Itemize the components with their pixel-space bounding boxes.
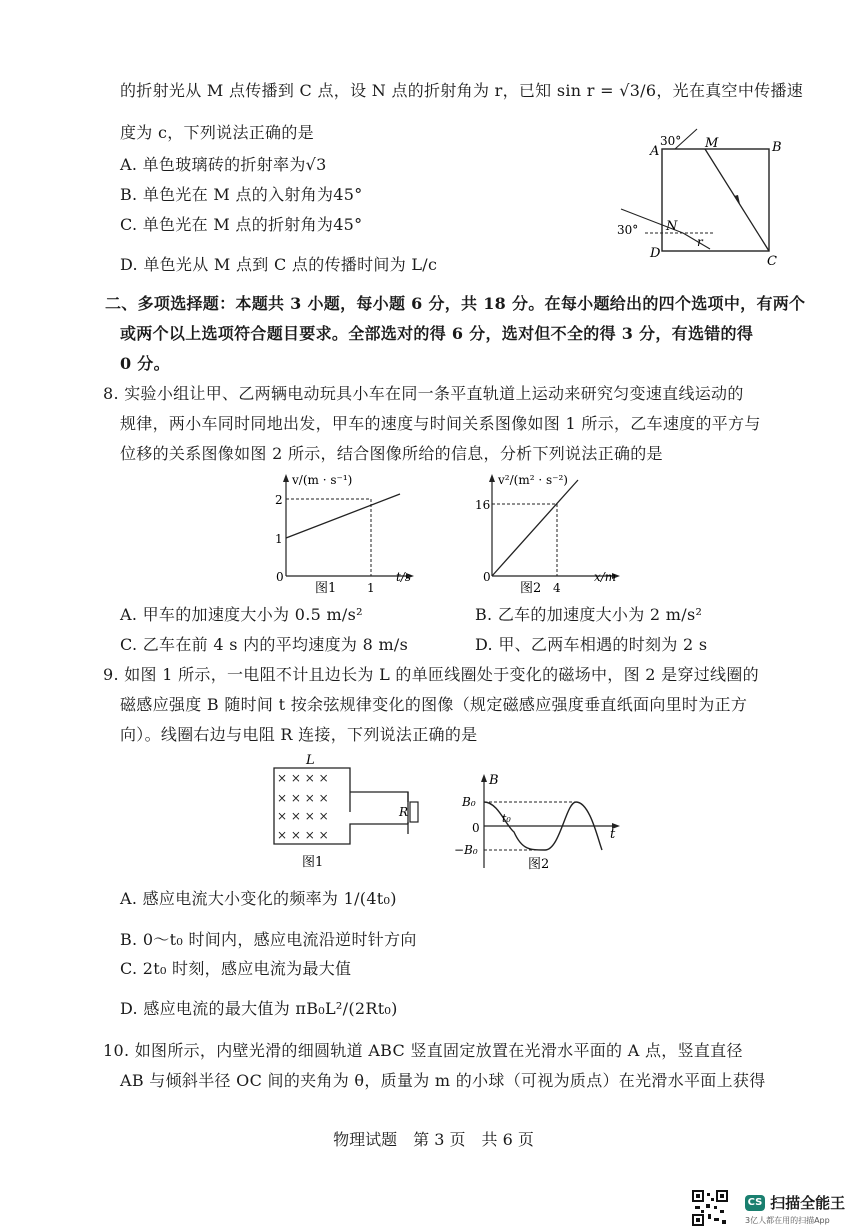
section2-line1: 二、多项选择题：本题共 3 小题，每小题 6 分，共 18 分。在每小题给出的四个选项中，有两个 xyxy=(105,294,806,313)
q8-fig1-x1: 1 xyxy=(367,581,375,595)
q8-fig1-y2: 2 xyxy=(275,493,283,507)
q7-option-d: D. 单色光从 M 点到 C 点的传播时间为 L/c xyxy=(120,255,438,274)
q8-fig2-ylabel: v²/(m² · s⁻²) xyxy=(498,473,568,487)
q8-option-b: B. 乙车的加速度大小为 2 m/s² xyxy=(475,605,703,624)
q7-angle-left: 30° xyxy=(617,223,639,237)
svg-text:× × × ×: × × × × xyxy=(277,791,329,805)
q8-option-c: C. 乙车在前 4 s 内的平均速度为 8 m/s xyxy=(120,635,409,654)
q8-fig1-ylabel: v/(m · s⁻¹) xyxy=(292,473,353,487)
q9-fig2-t0: t₀ xyxy=(502,812,511,825)
q9-fig2-t: t xyxy=(610,827,616,842)
q9-line2: 磁感应强度 B 随时间 t 按余弦规律变化的图像（规定磁感应强度垂直纸面向里时为正方 xyxy=(120,695,748,714)
q7-line1: 的折射光从 M 点传播到 C 点，设 N 点的折射角为 r，已知 sin r = √3/6，光在真空中传播速 xyxy=(120,81,804,100)
q8-line2: 规律，两小车同时同地出发，甲车的速度与时间关系图像如图 1 所示，乙车速度的平方与 xyxy=(120,414,761,433)
section2-line2: 或两个以上选项符合题目要求。全部选对的得 6 分，选对但不全的得 3 分，有选错的得 xyxy=(120,324,754,343)
q8-fig1 xyxy=(260,468,420,598)
q8-option-d: D. 甲、乙两车相遇的时刻为 2 s xyxy=(475,635,708,654)
q7-label-a: A xyxy=(650,144,660,159)
q9-fig2-zero: 0 xyxy=(472,821,480,835)
q9-fig1-r: R xyxy=(399,805,409,819)
q8-option-a: A. 甲车的加速度大小为 0.5 m/s² xyxy=(120,605,363,624)
q9-fig2-cosine xyxy=(450,770,630,875)
q9-fig2-b0: B₀ xyxy=(462,795,476,809)
q7-glass-figure xyxy=(605,125,805,270)
qr-code-icon xyxy=(692,1190,728,1226)
q8-fig2-caption: 图2 xyxy=(520,581,542,596)
page-footer: 物理试题 第 3 页 共 6 页 xyxy=(333,1130,534,1149)
scanner-tagline: 3亿人都在用的扫描App xyxy=(745,1216,830,1225)
q9-option-c: C. 2t₀ 时刻，感应电流为最大值 xyxy=(120,959,352,978)
q7-label-d: D xyxy=(650,246,661,261)
q7-option-b: B. 单色光在 M 点的入射角为45° xyxy=(120,185,363,204)
q9-option-d: D. 感应电流的最大值为 πB₀L²/(2Rt₀) xyxy=(120,999,398,1018)
q8-fig2 xyxy=(470,468,630,598)
q10-line2: AB 与倾斜半径 OC 间的夹角为 θ，质量为 m 的小球（可视为质点）在光滑水平面上获得 xyxy=(120,1071,766,1090)
q9-fig1-l: L xyxy=(306,753,315,768)
q8-fig1-origin: 0 xyxy=(276,570,284,584)
section2-line3: 0 分。 xyxy=(120,354,170,373)
q9-fig1-caption: 图1 xyxy=(302,855,324,870)
q10-line1: 10. 如图所示，内壁光滑的细圆轨道 ABC 竖直固定放置在光滑水平面的 A 点，竖直直径 xyxy=(103,1041,743,1060)
q7-line2: 度为 c，下列说法正确的是 xyxy=(120,123,314,142)
q9-line3: 向）。线圈右边与电阻 R 连接，下列说法正确的是 xyxy=(120,725,478,744)
q9-fig2-neg-b0: −B₀ xyxy=(454,843,478,857)
q8-line1: 8. 实验小组让甲、乙两辆电动玩具小车在同一条平直轨道上运动来研究匀变速直线运动的 xyxy=(103,384,744,403)
q7-angle-top: 30° xyxy=(660,134,682,148)
scanner-logo xyxy=(745,1192,845,1226)
q7-label-c: C xyxy=(767,254,777,269)
cs-logo-icon: CS xyxy=(745,1195,765,1211)
svg-text:× × × ×: × × × × xyxy=(277,828,329,842)
q8-fig2-xlabel: x/m xyxy=(594,570,617,584)
svg-text:× × × ×: × × × × xyxy=(277,809,329,823)
q8-line3: 位移的关系图像如图 2 所示，结合图像所给的信息，分析下列说法正确的是 xyxy=(120,444,663,463)
q7-option-c: C. 单色光在 M 点的折射角为45° xyxy=(120,215,363,234)
q8-fig2-origin: 0 xyxy=(483,570,491,584)
q7-label-n: N xyxy=(666,219,678,234)
q8-fig2-y1: 16 xyxy=(475,498,491,512)
q7-label-r: r xyxy=(697,235,703,249)
q9-fig2-caption: 图2 xyxy=(528,857,550,872)
q8-fig2-x1: 4 xyxy=(553,581,561,595)
q8-fig1-y1: 1 xyxy=(275,532,283,546)
q9-line1: 9. 如图 1 所示，一电阻不计且边长为 L 的单匝线圈处于变化的磁场中，图 2 是穿过线圈的 xyxy=(103,665,759,684)
q8-fig1-xlabel: t/s xyxy=(396,570,412,584)
q7-option-a: A. 单色玻璃砖的折射率为√3 xyxy=(120,155,327,174)
q7-label-m: M xyxy=(705,136,719,151)
q9-option-a: A. 感应电流大小变化的频率为 1/(4t₀) xyxy=(120,889,397,908)
q8-fig1-caption: 图1 xyxy=(315,581,337,596)
q9-fig1-coil xyxy=(262,752,442,872)
svg-text:× × × ×: × × × × xyxy=(277,771,329,785)
q9-fig2-b: B xyxy=(489,773,499,788)
q7-label-b: B xyxy=(772,140,782,155)
q9-option-b: B. 0～t₀ 时间内，感应电流沿逆时针方向 xyxy=(120,930,417,949)
scanner-name: 扫描全能王 xyxy=(770,1194,846,1212)
